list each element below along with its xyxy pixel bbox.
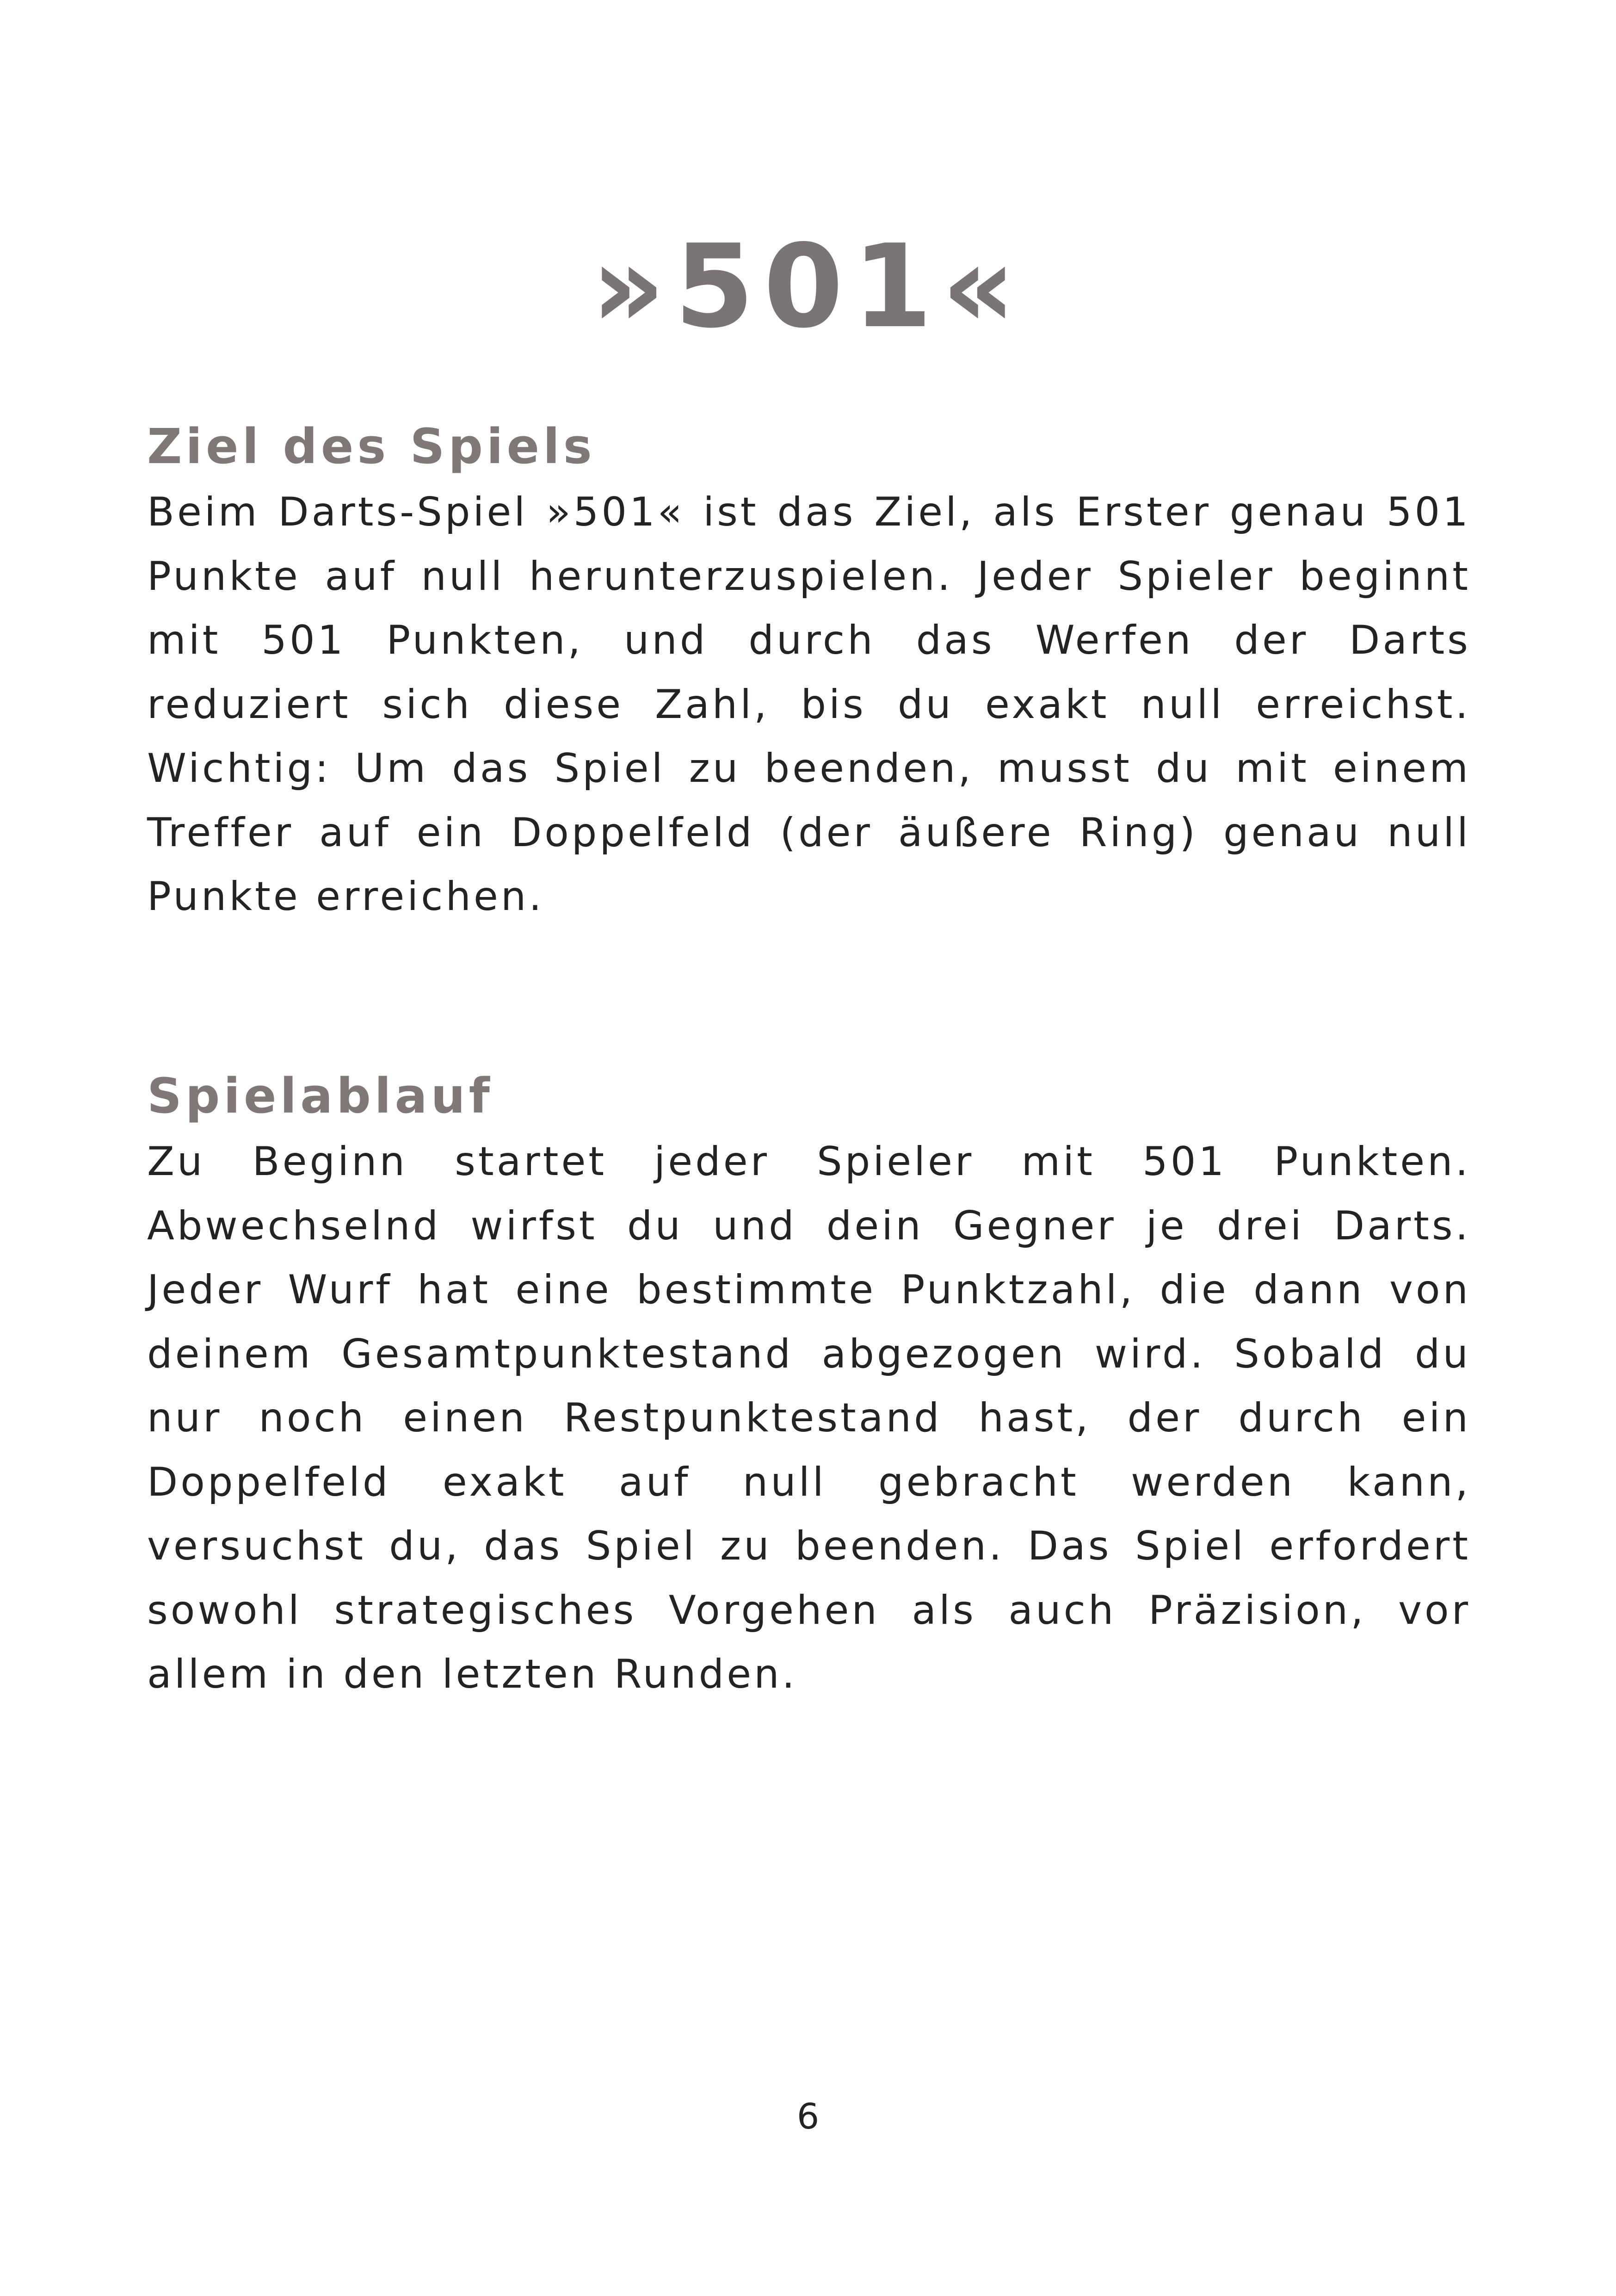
page-number: 6 bbox=[796, 2096, 820, 2137]
section-paragraph: Beim Darts-Spiel »501« ist das Ziel, als Erster genau 501 Punkte auf null herunterzuspielen. Jeder Spieler beginnt mit 501 Punkten, und durch das Werfen der Darts reduziert sich diese Zahl, bis du exakt null erreichst. Wichtig: Um das Spiel zu beenden, musst du mit einem Treffer auf ein Doppelfeld (der äußere Ring) genau null Punkte erreichen. bbox=[147, 489, 1471, 920]
section-spielablauf bbox=[147, 1062, 1471, 1707]
section-ziel-des-spiels bbox=[147, 413, 1471, 929]
section-paragraph: Zu Beginn startet jeder Spieler mit 501 Punkten. Abwechselnd wirfst du und dein Gegner je drei Darts. Jeder Wurf hat eine bestimmte Punktzahl, die dann von deinem Gesamtpunktestand abgezogen wird. Sobald du nur noch einen Restpunktestand hast, der durch ein Doppelfeld exakt auf null gebracht werden kann, versuchst du, das Spiel zu beenden. Das Spiel erfordert sowohl strategisches Vorgehen als auch Präzision, vor allem in den letzten Runden. bbox=[147, 1139, 1471, 1697]
section-heading: Ziel des Spiels bbox=[147, 418, 596, 475]
page-title: »501« bbox=[591, 220, 1025, 353]
section-heading: Spielablauf bbox=[147, 1068, 493, 1124]
